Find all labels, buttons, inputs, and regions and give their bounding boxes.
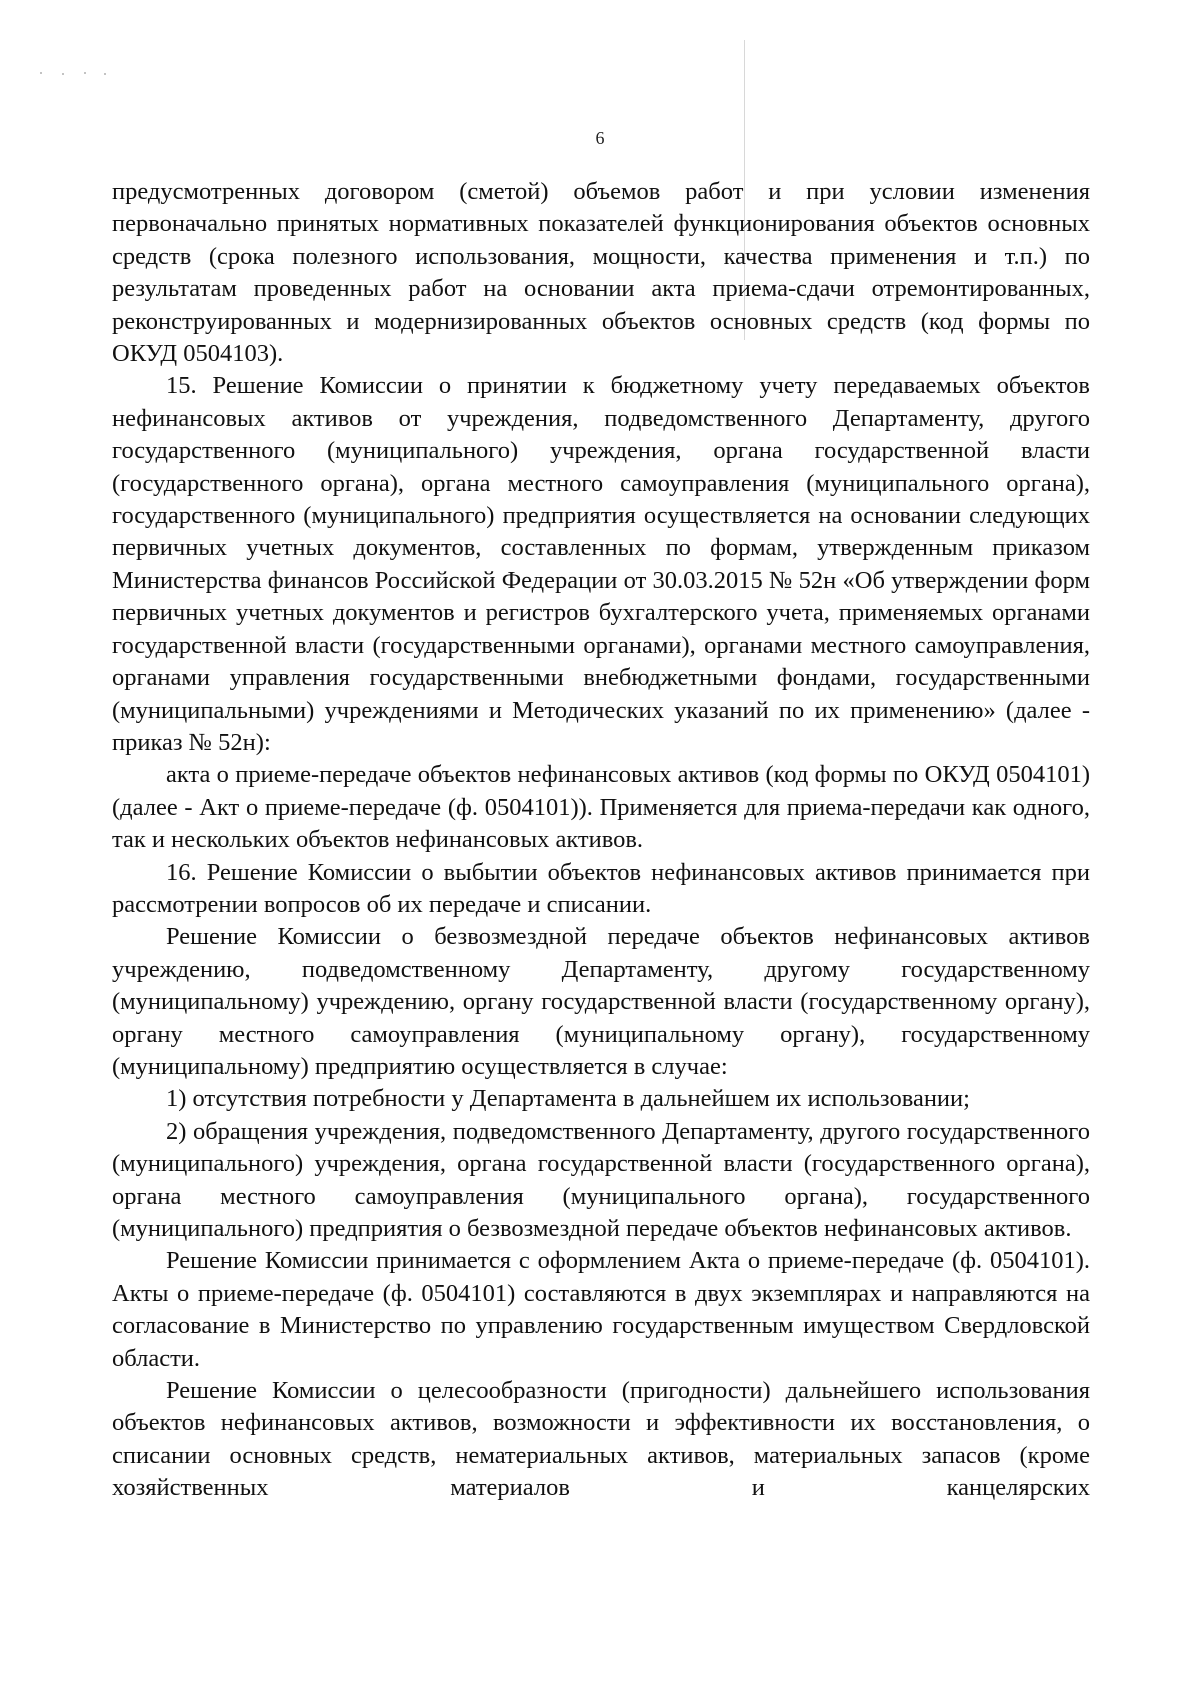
scan-artifact bbox=[104, 73, 106, 75]
paragraph-transfer-decision: Решение Комиссии о безвозмездной передаче объектов нефинансовых активов учреждению, подведомственному Департаменту, другому государственному (муниципальному) учреждению, органу государственной власти (государственному органу), органу местного самоуправления (муниципальному органу), государственному (муниципальному) предприятию осуществляется в случае: bbox=[112, 923, 1090, 1080]
paragraph-continuation: предусмотренных договором (сметой) объемов работ и при условии изменения первоначально принятых нормативных показателей функционирования объектов основных средств (срока полезного использования, мощности, качества применения и т.п.) по результатам проведенных работ на основании акта приема-сдачи отремонтированных, реконструированных и модернизированных объектов основных средств (код формы по ОКУД 0504103). bbox=[112, 178, 1090, 368]
list-item-1: 1) отсутствия потребности у Департамента в дальнейшем их использовании; bbox=[166, 1085, 970, 1113]
scan-artifact bbox=[84, 72, 86, 74]
document-body bbox=[112, 176, 1090, 1505]
list-item-2: 2) обращения учреждения, подведомственного Департаменту, другого государственного (муниципального) учреждения, органа государственной власти (государственного органа), органа местного самоуправления (муниципального органа), государственного (муниципального) предприятия о безвозмездной передаче объектов нефинансовых активов. bbox=[112, 1117, 1090, 1242]
page-number: 6 bbox=[595, 128, 605, 148]
scan-artifact bbox=[40, 72, 42, 74]
paragraph-item-15: 15. Решение Комиссии о принятии к бюджетному учету передаваемых объектов нефинансовых активов от учреждения, подведомственного Департаменту, другого государственного (муниципального) учреждения, органа государственной власти (государственного органа), органа местного самоуправления (муниципального органа), государственного (муниципального) предприятия осуществляется на основании следующих первичных учетных документов, составленных по формам, утвержденным приказом Министерства финансов Российской Федерации от 30.03.2015 № 52н «Об утверждении форм первичных учетных документов и регистров бухгалтерского учета, применяемых органами государственной власти (государственными органами), органами местного самоуправления, органами управления государственными внебюджетными фондами, государственными (муниципальными) учреждениями и Методических указаний по их применению» (далее - приказ № 52н): bbox=[112, 372, 1090, 756]
paragraph-write-off-decision: Решение Комиссии о целесообразности (пригодности) дальнейшего использования объектов нефинансовых активов, возможности и эффективности их восстановления, о списании основных средств, нематериальных активов, материальных запасов (кроме хозяйственных материалов и канцелярских bbox=[112, 1377, 1090, 1502]
scan-artifact bbox=[62, 73, 64, 75]
paragraph-act-approval: Решение Комиссии принимается с оформлением Акта о приеме-передаче (ф. 0504101). Акты о приеме-передаче (ф. 0504101) составляются в двух экземплярах и направляются на согласование в Министерство по управлению государственным имуществом Свердловской области. bbox=[112, 1247, 1090, 1372]
paragraph-act-description: акта о приеме-передаче объектов нефинансовых активов (код формы по ОКУД 0504101) (далее - Акт о приеме-передаче (ф. 0504101)). Применяется для приема-передачи как одного, так и нескольких объектов нефинансовых активов. bbox=[112, 761, 1090, 854]
paragraph-item-16: 16. Решение Комиссии о выбытии объектов нефинансовых активов принимается при рассмотрении вопросов об их передаче и списании. bbox=[112, 858, 1090, 918]
